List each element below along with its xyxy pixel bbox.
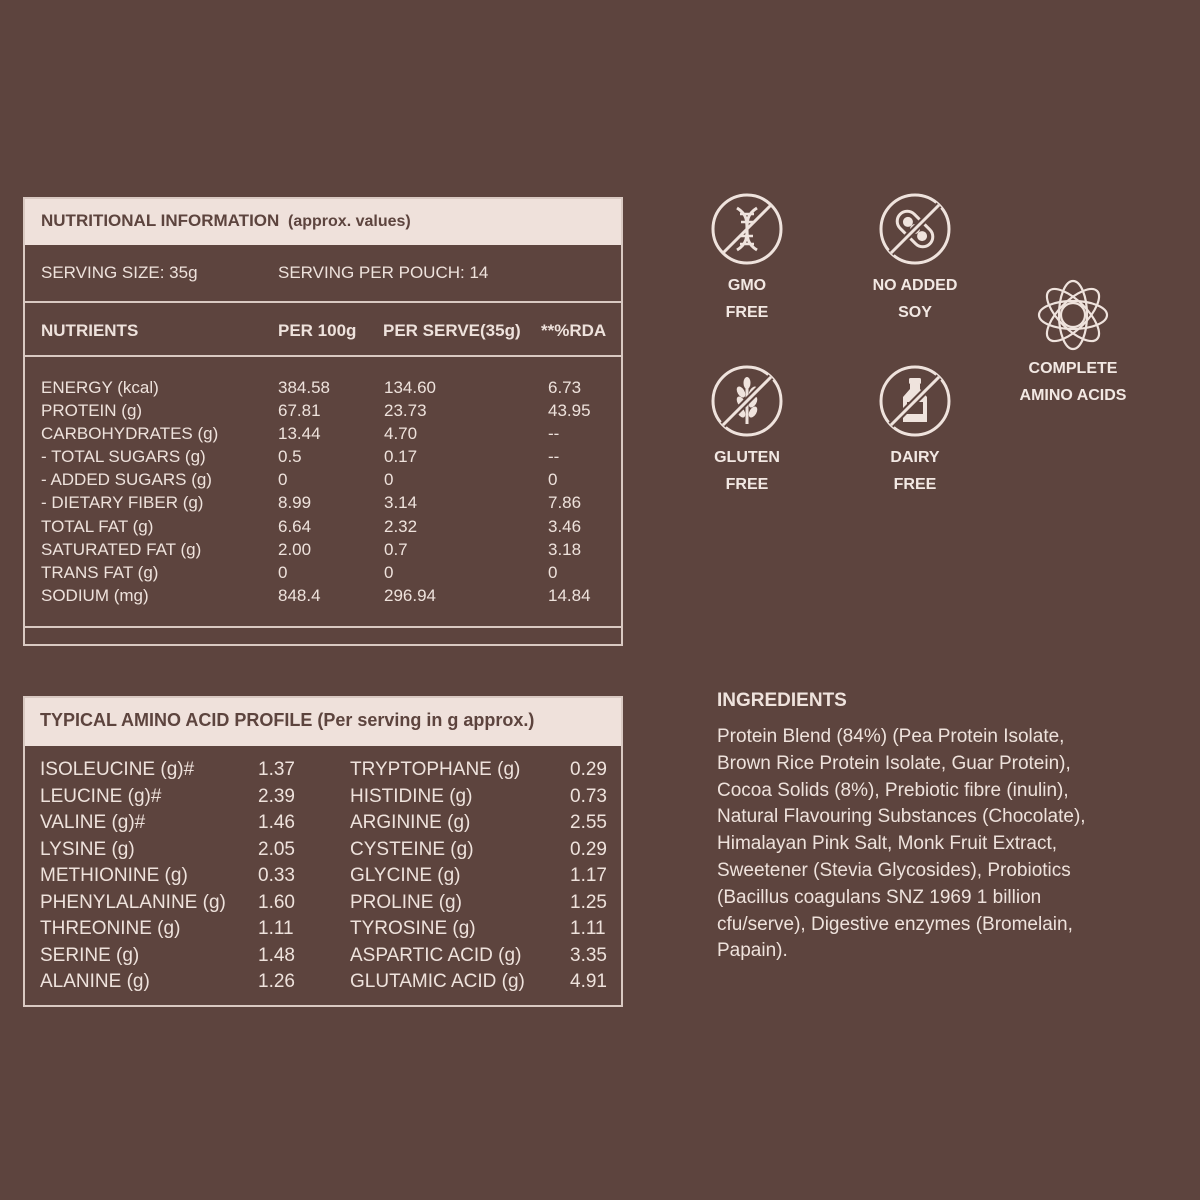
amino-row <box>25 839 621 866</box>
amino-name-right: GLYCINE (g) <box>350 865 461 886</box>
rda-value: 3.46 <box>548 516 582 536</box>
amino-value-right: 2.55 <box>570 812 607 833</box>
nutrient-name: SODIUM (mg) <box>41 585 149 605</box>
per-100g-value: 6.64 <box>278 516 312 536</box>
nutrition-row <box>25 540 621 563</box>
amino-name-left: SERINE (g) <box>40 944 140 966</box>
amino-row <box>25 918 621 945</box>
nutrient-name: CARBOHYDRATES (g) <box>41 424 219 444</box>
nutrition-row <box>25 401 621 424</box>
dairy-free-badge <box>850 364 980 498</box>
amino-value-left: 1.26 <box>258 971 295 992</box>
amino-name-right: PROLINE (g) <box>350 891 462 913</box>
wheat-crossed-icon <box>710 364 784 438</box>
nutrition-row <box>25 424 621 447</box>
amino-value-left: 1.11 <box>258 918 294 939</box>
nutrient-name: SATURATED FAT (g) <box>41 539 202 559</box>
amino-value-left: 2.39 <box>258 785 295 807</box>
gluten-free-badge <box>682 364 812 498</box>
per-serve-value: 296.94 <box>384 585 436 605</box>
no-soy-badge <box>850 192 980 326</box>
per-serve-value: 3.14 <box>384 493 418 513</box>
rda-value: 0 <box>548 470 558 490</box>
dairy-line1: DAIRY <box>890 449 940 466</box>
nutrient-name: TRANS FAT (g) <box>41 562 159 582</box>
gluten-line1: GLUTEN <box>714 449 780 466</box>
per-100g-value: 0.5 <box>278 447 302 467</box>
per-100g-value: 0 <box>278 470 288 490</box>
amino-name-right: ASPARTIC ACID (g) <box>350 944 522 966</box>
amino-name-left: ALANINE (g) <box>40 971 150 992</box>
amino-value-right: 0.29 <box>570 838 607 860</box>
nutrient-name: - ADDED SUGARS (g) <box>41 470 212 490</box>
nutrient-name: - TOTAL SUGARS (g) <box>41 447 206 467</box>
amino-name-left: ISOLEUCINE (g)# <box>40 759 195 780</box>
nutrient-name: TOTAL FAT (g) <box>41 516 154 536</box>
soy-line2: SOY <box>898 304 932 321</box>
per-serve-value: 2.32 <box>384 516 418 536</box>
rda-value: 7.86 <box>548 493 582 513</box>
dairy-label <box>850 444 980 498</box>
nutrient-name: ENERGY (kcal) <box>41 378 159 397</box>
ingredients-text: Protein Blend (84%) (Pea Protein Isolate, Brown Rice Protein Isolate, Guar Protein), Cocoa Solids (8%), Prebiotic fibre (inulin), Natural Flavouring Substances (Chocolate), Himalayan Pink Salt, Monk Fruit Extract, Sweetener (Stevia Glycosides), Probiotics (Bacillus coagulans SNZ 1969 1 billion cfu/serve), Digestive enzymes (Bromelain, Papain). <box>717 726 1086 962</box>
gluten-line2: FREE <box>725 476 769 493</box>
amino-row <box>25 759 621 786</box>
amino-name-left: THREONINE (g) <box>40 918 181 939</box>
amino-value-right: 1.17 <box>570 865 607 886</box>
per-100g-value: 13.44 <box>278 424 321 444</box>
amino-name-left: PHENYLALANINE (g) <box>40 891 226 913</box>
per-serve-value: 0 <box>384 470 394 490</box>
per-serve-value: 0.7 <box>384 539 408 559</box>
amino-name-right: CYSTEINE (g) <box>350 838 474 860</box>
rda-value: 3.18 <box>548 539 582 559</box>
amino-value-right: 1.25 <box>570 891 607 913</box>
amino-row <box>25 812 621 839</box>
atom-flower-icon <box>1035 277 1111 353</box>
nutrition-panel <box>23 197 623 628</box>
amino-value-right: 3.35 <box>570 944 607 966</box>
gmo-free-badge <box>682 192 812 326</box>
amino-value-left: 1.48 <box>258 944 295 966</box>
gmo-label <box>682 272 812 326</box>
gmo-line2: FREE <box>725 304 769 321</box>
rda-value: -- <box>548 424 560 444</box>
amino-row <box>25 786 621 813</box>
nutrition-rows <box>25 357 621 609</box>
per-serve-value: 0 <box>384 562 394 582</box>
per-100g-value: 384.58 <box>278 378 330 397</box>
amino-value-left: 2.05 <box>258 838 295 860</box>
serving-size: SERVING SIZE: 35g <box>41 263 198 282</box>
amino-header <box>25 698 621 746</box>
amino-value-right: 0.73 <box>570 785 607 807</box>
serving-per-pouch: SERVING PER POUCH: 14 <box>278 263 489 282</box>
per-100g-value: 848.4 <box>278 585 321 605</box>
per-serve-value: 4.70 <box>384 424 418 444</box>
amino-name-right: TRYPTOPHANE (g) <box>350 759 521 780</box>
amino-row <box>25 865 621 892</box>
amino-badge-label <box>1003 355 1143 409</box>
amino-value-left: 1.37 <box>258 759 295 780</box>
amino-value-right: 1.11 <box>570 918 606 939</box>
nutrition-title: NUTRITIONAL INFORMATION <box>41 211 280 230</box>
nutrition-row <box>25 517 621 540</box>
amino-badge-line1: COMPLETE <box>1028 360 1118 377</box>
header-per-100g: PER 100g <box>278 321 357 340</box>
nutrition-row <box>25 493 621 516</box>
amino-row <box>25 892 621 919</box>
soy-line1: NO ADDED <box>872 277 958 294</box>
nutrient-name: PROTEIN (g) <box>41 401 143 421</box>
amino-row <box>25 971 621 998</box>
amino-value-right: 4.91 <box>570 971 607 992</box>
rda-value: 14.84 <box>548 585 591 605</box>
ingredients-title: INGREDIENTS <box>717 690 847 711</box>
nutrient-name: - DIETARY FIBER (g) <box>41 493 204 513</box>
milk-bottle-crossed-icon <box>878 364 952 438</box>
rda-value: 6.73 <box>548 378 582 397</box>
gmo-line1: GMO <box>727 277 767 294</box>
dna-crossed-icon <box>710 192 784 266</box>
amino-name-left: METHIONINE (g) <box>40 865 188 886</box>
nutrition-row <box>25 563 621 586</box>
amino-value-left: 1.60 <box>258 891 295 913</box>
per-serve-value: 0.17 <box>384 447 418 467</box>
amino-rows <box>25 746 621 998</box>
nutrition-row <box>25 586 621 609</box>
amino-title: TYPICAL AMINO ACID PROFILE (Per serving in g approx.) <box>40 710 535 730</box>
rda-value: -- <box>548 447 560 467</box>
per-100g-value: 2.00 <box>278 539 312 559</box>
soybean-crossed-icon <box>878 192 952 266</box>
nutrition-row <box>25 378 621 401</box>
amino-name-right: GLUTAMIC ACID (g) <box>350 971 525 992</box>
per-serve-value: 134.60 <box>384 378 436 397</box>
per-serve-value: 23.73 <box>384 401 427 421</box>
amino-name-right: ARGININE (g) <box>350 812 471 833</box>
nutrition-header <box>25 199 621 245</box>
amino-name-right: TYROSINE (g) <box>350 918 476 939</box>
amino-name-left: LYSINE (g) <box>40 838 135 860</box>
nutrition-row <box>25 470 621 493</box>
amino-name-left: LEUCINE (g)# <box>40 785 162 807</box>
per-100g-value: 8.99 <box>278 493 312 513</box>
soy-label <box>850 272 980 326</box>
rda-value: 0 <box>548 562 558 582</box>
nutrition-row <box>25 447 621 470</box>
header-rda: **%RDA <box>541 321 607 340</box>
amino-panel <box>23 696 623 1007</box>
amino-value-left: 0.33 <box>258 865 295 886</box>
rda-value: 43.95 <box>548 401 591 421</box>
nutrition-column-headers <box>25 303 621 357</box>
amino-row <box>25 945 621 972</box>
header-per-serve: PER SERVE(35g) <box>383 321 521 340</box>
per-100g-value: 0 <box>278 562 288 582</box>
ingredients-section <box>717 690 1117 965</box>
nutrition-subtitle: (approx. values) <box>288 213 411 230</box>
header-nutrients: NUTRIENTS <box>41 321 139 340</box>
amino-badge-line2: AMINO ACIDS <box>1019 387 1127 404</box>
complete-amino-badge <box>1003 277 1143 409</box>
per-100g-value: 67.81 <box>278 401 321 421</box>
gluten-label <box>682 444 812 498</box>
dairy-line2: FREE <box>893 476 937 493</box>
serving-row <box>25 245 621 303</box>
nutrition-panel-footer <box>23 626 623 646</box>
amino-value-right: 0.29 <box>570 759 607 780</box>
amino-name-right: HISTIDINE (g) <box>350 785 473 807</box>
amino-name-left: VALINE (g)# <box>40 812 146 833</box>
amino-value-left: 1.46 <box>258 812 295 833</box>
